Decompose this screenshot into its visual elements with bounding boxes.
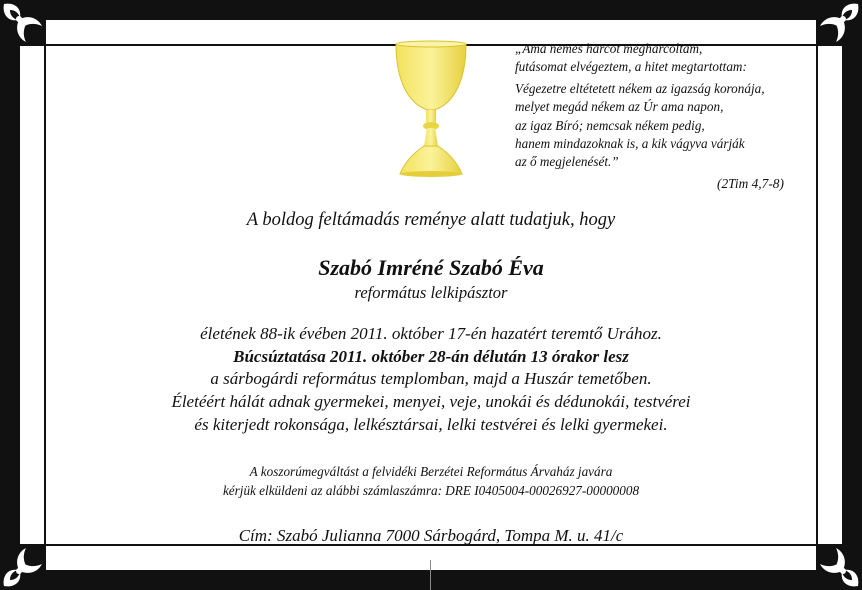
announcement-line: és kiterjedt rokonsága, lelkésztársai, lelki testvérei és lelki gyermekei. (194, 414, 668, 434)
quote-line: „Ama nemes harcot megharcoltam, (515, 41, 703, 56)
quote-line: futásomat elvégeztem, a hitet megtartottam: (515, 59, 747, 75)
scripture-quote (515, 40, 815, 172)
funeral-time-line: Búcsúztatása 2011. október 28-án délután 13 órakor lesz (233, 346, 629, 366)
deceased-title: református lelkipásztor (354, 283, 508, 302)
quote-line: melyet megád nékem az Úr ama napon, (515, 99, 724, 115)
donation-line: A koszorúmegváltást a felvidéki Berzétei Református Árvaház javára (249, 464, 613, 479)
quote-line: hanem mindazoknak is, a kik vágyva várják (515, 136, 745, 152)
chalice-icon (386, 38, 476, 180)
announcement-body (60, 323, 802, 437)
deceased-name: Szabó Imréné Szabó Éva (318, 255, 544, 280)
floral-corner-ornament-icon (816, 0, 862, 46)
quote-line: az igaz Bíró; nemcsak nékem pedig, (515, 117, 705, 133)
floral-corner-ornament-icon (0, 544, 46, 590)
scripture-reference: (2Tim 4,7-8) (717, 176, 784, 191)
announcement-line: életének 88-ik évében 2011. október 17-én hazatért teremtő Urához. (200, 324, 662, 343)
announcement-line: a sárbogárdi református templomban, majd a Huszár temetőben. (210, 369, 652, 389)
intro-line: A boldog feltámadás reménye alatt tudatjuk, hogy (246, 210, 616, 230)
donation-note (60, 463, 802, 500)
floral-corner-ornament-icon (0, 0, 46, 46)
contact-address: Cím: Szabó Julianna 7000 Sárbogárd, Tompa M. u. 41/c (238, 526, 624, 545)
quote-line: Végezetre eltétetett nékem az igazság koronája, (515, 80, 765, 96)
quote-line: az ő megjelenését.” (515, 154, 619, 170)
donation-line: kérjük elküldeni az alábbi számlaszámra: DRE I0405004-00026927-00000008 (222, 482, 640, 498)
announcement-line: Életéért hálát adnak gyermekei, menyei, veje, unokái és dédunokái, testvérei (171, 392, 691, 412)
fold-line (430, 560, 431, 590)
floral-corner-ornament-icon (816, 544, 862, 590)
